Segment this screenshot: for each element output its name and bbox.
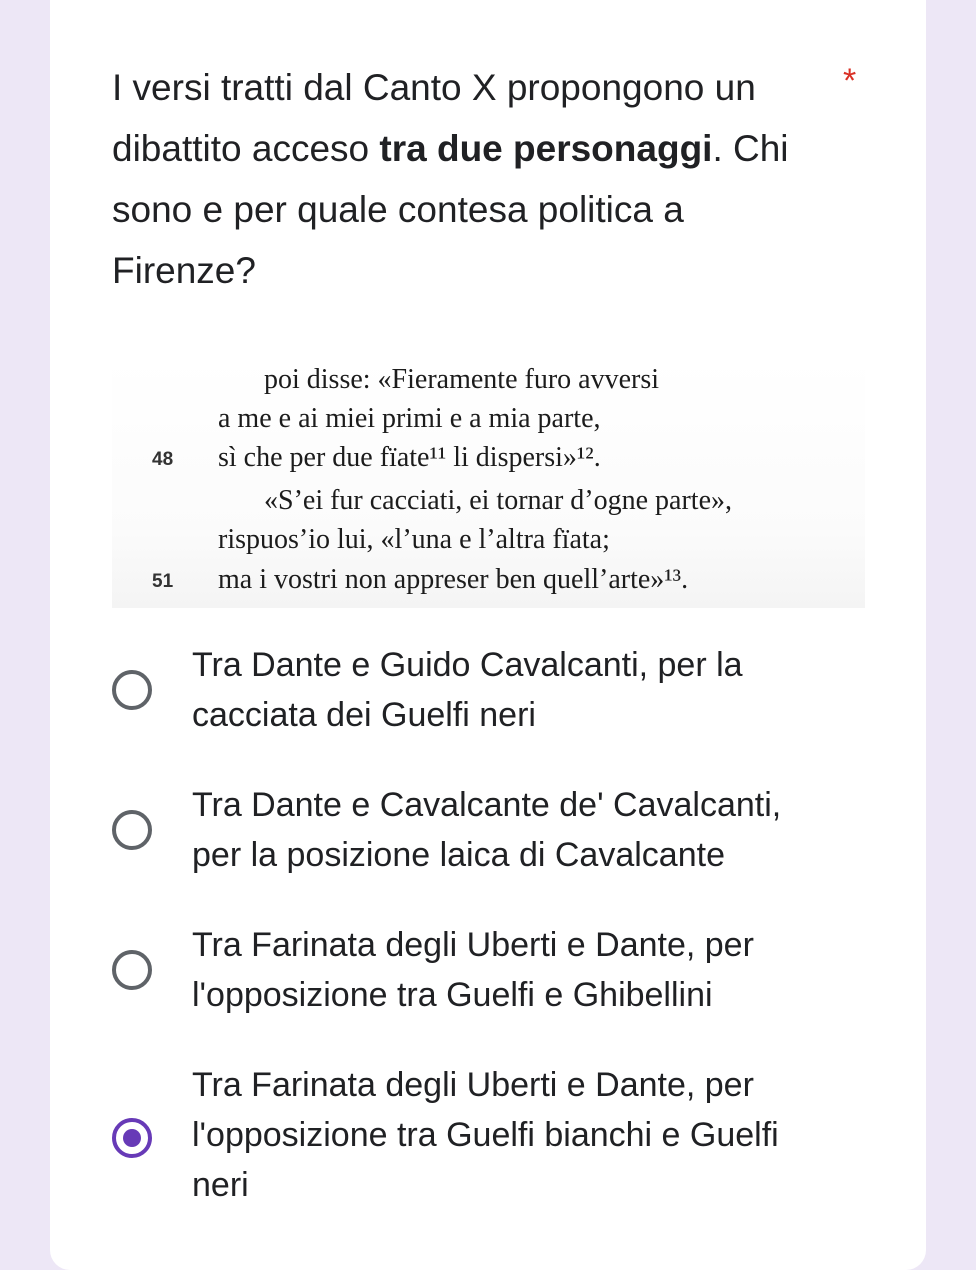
option-4[interactable] (112, 1060, 872, 1210)
poem-line-1: poi disse: «Fieramente furo avversi (264, 364, 660, 395)
option-3-radio[interactable] (112, 950, 152, 990)
option-2-radio[interactable] (112, 810, 152, 850)
question-title (112, 57, 832, 301)
option-1[interactable] (112, 640, 872, 740)
option-2[interactable] (112, 780, 872, 880)
option-4-radio[interactable] (112, 1118, 152, 1158)
verse-number-51: 51 (152, 571, 174, 592)
question-text-after: . Chi sono e per quale contesa politica a Firenze? (112, 128, 789, 291)
poem-image (112, 357, 865, 608)
question-text-before: I versi tratti dal Canto X propongono un dibattito acceso (112, 67, 756, 169)
option-1-label: Tra Dante e Guido Cavalcanti, per la cacciata dei Guelfi neri (192, 646, 743, 734)
poem-line-2: a me e ai miei primi e a mia parte, (218, 403, 601, 434)
verse-number-48: 48 (152, 449, 174, 470)
option-3-label: Tra Farinata degli Uberti e Dante, per l'opposizione tra Guelfi e Ghibellini (192, 926, 754, 1014)
poem-line-4: «S’ei fur cacciati, ei tornar d’ogne parte», (264, 485, 733, 516)
question-text-bold: tra due personaggi (379, 128, 713, 169)
poem-line-3: sì che per due fïate¹¹ li dispersi»¹². (218, 442, 601, 473)
option-3[interactable] (112, 920, 872, 1020)
required-asterisk: * (843, 62, 857, 100)
option-1-radio[interactable] (112, 670, 152, 710)
poem-line-5: rispuos’io lui, «l’una e l’altra fïata; (218, 524, 610, 555)
poem-line-6: ma i vostri non appreser ben quell’arte»¹³. (218, 564, 689, 595)
option-2-label: Tra Dante e Cavalcante de' Cavalcanti, per la posizione laica di Cavalcante (192, 786, 782, 874)
option-4-label: Tra Farinata degli Uberti e Dante, per l'opposizione tra Guelfi bianchi e Guelfi neri (192, 1066, 779, 1204)
